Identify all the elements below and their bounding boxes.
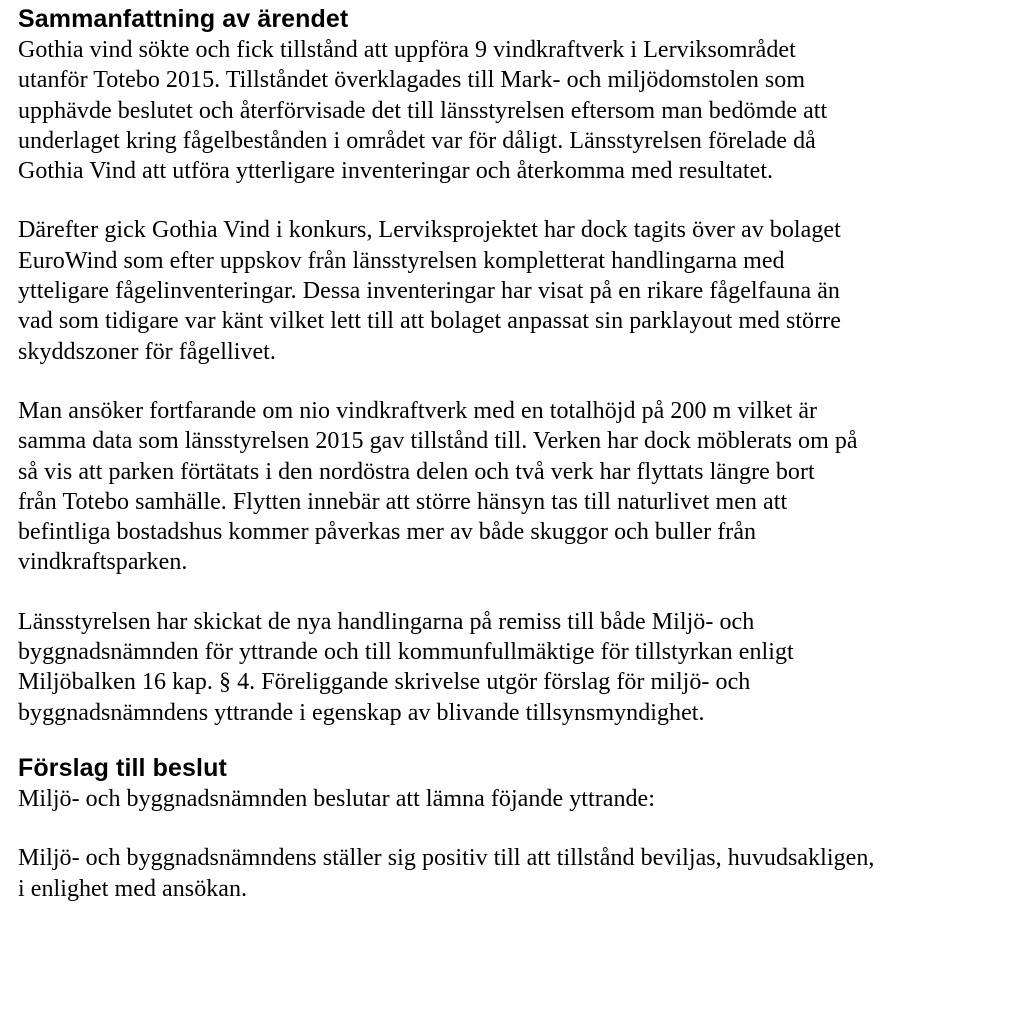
- text-line: så vis att parken förtätats i den nordöstra delen och två verk har flyttats längre bort: [18, 458, 815, 485]
- text-line: upphävde beslutet och återförvisade det till länsstyrelsen eftersom man bedömde att: [18, 97, 828, 124]
- text-line: samma data som länsstyrelsen 2015 gav tillstånd till. Verken har dock möblerats om på: [18, 428, 858, 455]
- text-line: Gothia vind sökte och fick tillstånd att uppföra 9 vindkraftverk i Lerviksområdet: [18, 37, 796, 63]
- text-line: EuroWind som efter uppskov från länsstyrelsen kompletterat handlingarna med: [18, 247, 785, 274]
- text-line: byggnadsnämnden för yttrande och till kommunfullmäktige för tillstyrkan enligt: [18, 639, 794, 666]
- text-line: ytteligare fågelinventeringar. Dessa inventeringar har visat på en rikare fågelfauna än: [18, 278, 840, 305]
- text-line: Miljö- och byggnadsnämnden beslutar att lämna föjande yttrande:: [18, 785, 655, 812]
- text-line: Man ansöker fortfarande om nio vindkraftverk med en totalhöjd på 200 m vilket är: [18, 397, 818, 424]
- text-line: utanför Totebo 2015. Tillståndet överklagades till Mark- och miljödomstolen som: [18, 67, 806, 94]
- text-line: Därefter gick Gothia Vind i konkurs, Lerviksprojektet har dock tagits över av bolaget: [18, 217, 841, 244]
- summary-paragraph-2: [18, 215, 1018, 366]
- text-line: Miljö- och byggnadsnämndens ställer sig positiv till att tillstånd beviljas, huvudsakligen,: [18, 845, 875, 872]
- summary-paragraph-1: [18, 35, 1018, 186]
- proposal-paragraph-2: [18, 843, 1018, 904]
- text-line: från Totebo samhälle. Flytten innebär att större hänsyn tas till naturlivet men att: [18, 488, 788, 515]
- text-line: Gothia Vind att utföra ytterligare inventeringar och återkomma med resultatet.: [18, 158, 774, 185]
- summary-paragraph-3: [18, 396, 1018, 578]
- text-line: vad som tidigare var känt vilket lett till att bolaget anpassat sin parklayout med större: [18, 308, 841, 335]
- text-line: underlaget kring fågelbestånden i området var för dåligt. Länsstyrelsen förelade då: [18, 127, 816, 154]
- text-line: i enlighet med ansökan.: [18, 875, 248, 902]
- proposal-paragraph-1: [18, 784, 1018, 814]
- text-line: vindkraftsparken.: [18, 549, 188, 576]
- section-heading-proposal: Förslag till beslut: [18, 753, 227, 782]
- text-line: byggnadsnämndens yttrande i egenskap av blivande tillsynsmyndighet.: [18, 699, 705, 726]
- section-heading-summary: Sammanfattning av ärendet: [18, 5, 349, 33]
- text-line: Länsstyrelsen har skickat de nya handlingarna på remiss till både Miljö- och: [18, 608, 755, 635]
- text-line: Miljöbalken 16 kap. § 4. Föreliggande skrivelse utgör förslag för miljö- och: [18, 669, 751, 696]
- summary-paragraph-4: [18, 607, 1018, 728]
- text-line: skyddszoner för fågellivet.: [18, 338, 276, 365]
- document-page: [18, 0, 1018, 904]
- text-line: befintliga bostadshus kommer påverkas mer av både skuggor och buller från: [18, 519, 757, 546]
